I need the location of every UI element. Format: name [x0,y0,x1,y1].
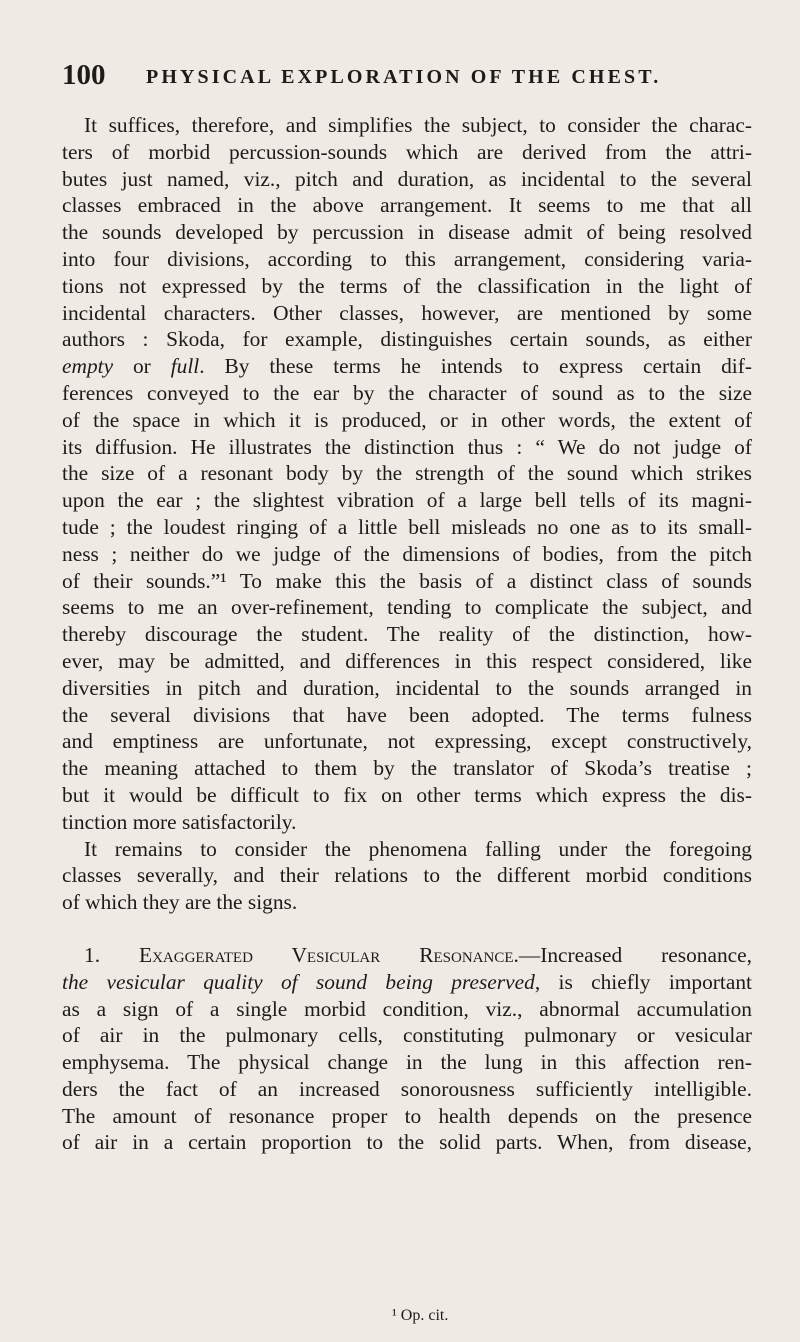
text-line: It suffices, therefore, and simplifies the subject, to consider the charac- [84,113,752,137]
text-line: the vesicular quality of sound being preserved, is chiefly important [62,969,753,994]
page-header [62,60,742,90]
section-exaggerated-vesicular-resonance [62,942,752,1156]
text-line: of air in the pulmonary cells, constituting pulmonary or vesicular [62,1023,752,1048]
text-line: and emptiness are unfortunate, not expressing, except constructively, [62,729,752,754]
text-line: empty or full. By these terms he intends to express certain dif- [62,354,752,379]
text-line: of their sounds.”¹ To make this the basis of a distinct class of sounds [62,568,752,593]
text-line: but it would be difficult to fix on other terms which express the dis- [62,782,752,807]
text-line: of which they are the signs. [62,890,298,915]
text-line: the meaning attached to them by the translator of Skoda’s treatise ; [62,756,752,781]
text-line: tinction more satisfactorily. [62,809,297,834]
text-line: of air in a certain proportion to the solid parts. When, from disease, [62,1130,752,1155]
text-line: tude ; the loudest ringing of a little bell misleads no one as to its small- [62,514,752,539]
section-line-rest: —Increased resonance, [518,942,752,967]
text-line: emphysema. The physical change in the lung in this affection ren- [62,1050,752,1075]
text-line: thereby discourage the student. The reality of the distinction, how- [62,622,752,647]
text-line: It remains to consider the phenomena falling under the foregoing [84,836,752,861]
running-head: PHYSICAL EXPLORATION OF THE CHEST. [146,66,662,88]
text-line: the size of a resonant body by the strength of the sound which strikes [62,461,752,486]
paragraph-1 [62,112,752,836]
paragraph-2 [62,836,752,916]
text-line: tions not expressed by the terms of the classification in the light of [62,273,752,298]
section-heading: Exaggerated Vesicular Resonance. [139,942,519,967]
text-line: ferences conveyed to the ear by the character of sound as to the size [62,380,752,405]
text-line: as a sign of a single morbid condition, viz., abnormal accumulation [62,996,752,1021]
text-line: seems to me an over-refinement, tending to complicate the subject, and [62,595,752,620]
text-line: ness ; neither do we judge of the dimensions of bodies, from the pitch [62,541,752,566]
section-heading-line [62,942,752,969]
footnote: ¹ Op. cit. [392,1307,449,1324]
text-line: of the space in which it is produced, or in other words, the extent of [62,407,752,432]
text-line: incidental characters. Other classes, however, are mentioned by some [62,300,752,325]
text-line: classes severally, and their relations to the different morbid conditions [62,863,752,888]
text-line: ters of morbid percussion-sounds which are derived from the attri- [62,139,752,164]
text-line: diversities in pitch and duration, incidental to the sounds arranged in [62,675,752,700]
body-text [62,112,752,1156]
text-line: the several divisions that have been adopted. The terms fulness [62,702,752,727]
text-line: The amount of resonance proper to health depends on the presence [62,1103,752,1128]
text-line: butes just named, viz., pitch and duration, as incidental to the several [62,166,752,191]
text-line: into four divisions, according to this arrangement, considering varia- [62,246,752,271]
page-number: 100 [62,59,106,91]
text-line: the sounds developed by percussion in disease admit of being resolved [62,220,752,245]
text-line: its diffusion. He illustrates the distinction thus : “ We do not judge of [62,434,752,459]
section-number: 1. [84,942,101,967]
text-line: ever, may be admitted, and differences in this respect considered, like [62,648,752,673]
text-line: authors : Skoda, for example, distinguishes certain sounds, as either [62,327,752,352]
text-line: ders the fact of an increased sonorousness sufficiently intelligible. [62,1076,752,1101]
text-line: classes embraced in the above arrangement. It seems to me that all [62,193,752,218]
text-line: upon the ear ; the slightest vibration of a large bell tells of its magni- [62,488,752,513]
